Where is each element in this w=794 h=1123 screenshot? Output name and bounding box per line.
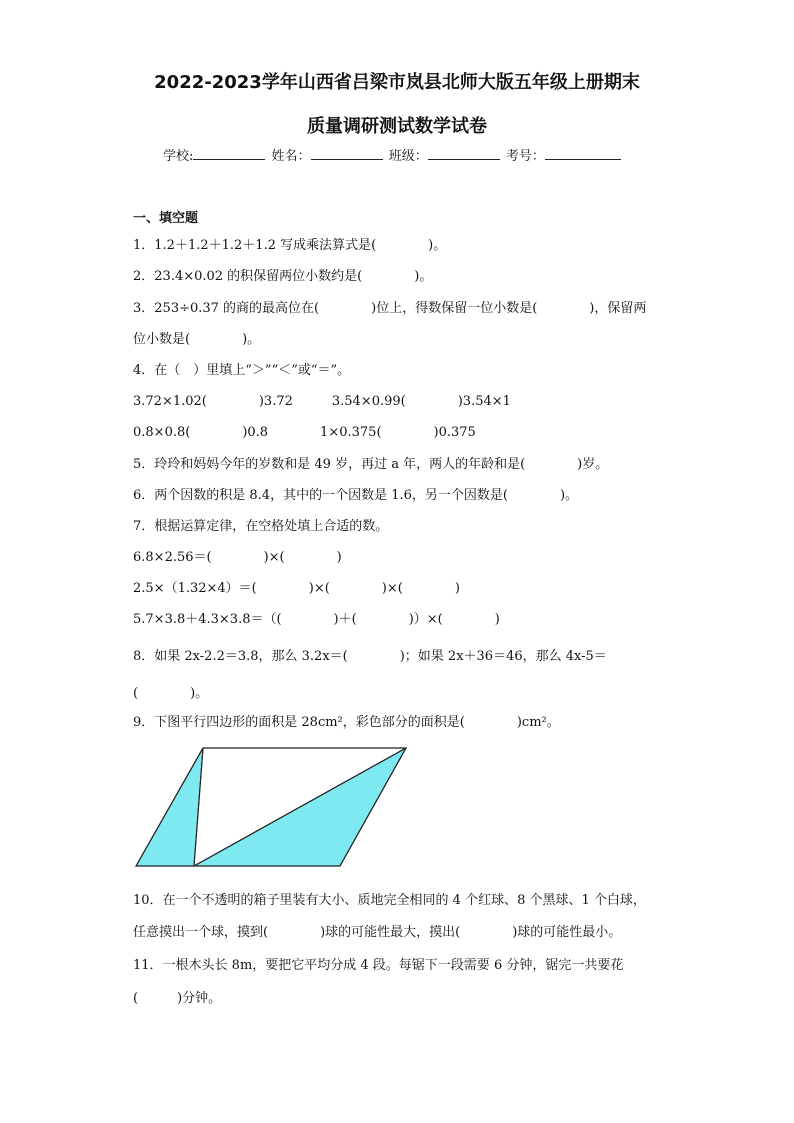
name-label: 姓名： (271, 149, 311, 164)
question-9: 9．下图平行四边形的面积是 28cm²，彩色部分的面积是( )cm²。 (133, 715, 560, 730)
question-11: 11．一根木头长 8m，要把它平均分成 4 段。每锯下一段需要 6 分钟，锯完一共要花 (133, 958, 624, 973)
question-8: 8．如果 2x-2.2＝3.8，那么 3.2x＝( )；如果 2x＋36＝46，那么 4x-5＝ (133, 649, 607, 664)
title-line-1: 2022-2023学年山西省吕梁市岚县北师大版五年级上册期末 (154, 72, 640, 93)
title-line-2: 质量调研测试数学试卷 (307, 116, 487, 137)
question-7-row-1: 6.8×2.56＝( )×( ) (133, 550, 342, 565)
class-label: 班级： (388, 149, 428, 164)
question-10-cont: 任意摸出一个球，摸到( )球的可能性最大，摸出( )球的可能性最小。 (133, 925, 622, 940)
question-3: 3．253÷0.37 的商的最高位在( )位上，得数保留一位小数是( )，保留两 (133, 301, 647, 316)
exam-no-blank[interactable] (545, 146, 621, 160)
question-6: 6．两个因数的积是 8.4，其中的一个因数是 1.6，另一个因数是( )。 (133, 488, 579, 503)
question-11-cont: ( )分钟。 (133, 991, 222, 1006)
class-blank[interactable] (428, 146, 500, 160)
question-8-cont: ( )。 (133, 686, 209, 701)
name-blank[interactable] (311, 146, 383, 160)
question-5: 5．玲玲和妈妈今年的岁数和是 49 岁，再过 a 年，两人的年龄和是( )岁。 (133, 457, 609, 472)
student-info-row (163, 145, 623, 164)
question-2: 2．23.4×0.02 的积保留两位小数约是( )。 (133, 269, 433, 284)
section-heading-fill-blank: 一、填空题 (133, 211, 199, 226)
question-4: 4．在（ ）里填上“＞”“＜”或“＝”。 (133, 363, 351, 378)
question-1: 1．1.2＋1.2＋1.2＋1.2 写成乘法算式是( )。 (133, 238, 447, 253)
parallelogram-figure (132, 744, 412, 870)
question-10: 10．在一个不透明的箱子里装有大小、质地完全相同的 4 个红球、8 个黑球、1 个白球， (133, 893, 646, 908)
exam-no-label: 考号： (505, 149, 545, 164)
question-3-cont: 位小数是( )。 (133, 332, 261, 347)
school-label: 学校: (163, 149, 194, 164)
question-4-row-1: 3.72×1.02( )3.72 3.54×0.99( )3.54×1 (133, 394, 511, 409)
school-blank[interactable] (193, 146, 265, 160)
question-7-row-2: 2.5×（1.32×4）＝( )×( )×( ) (133, 581, 460, 596)
question-7-row-3: 5.7×3.8＋4.3×3.8＝（( )＋( )）×( ) (133, 612, 500, 627)
question-4-row-2: 0.8×0.8( )0.8 1×0.375( )0.375 (133, 425, 476, 440)
question-7: 7．根据运算定律，在空格处填上合适的数。 (133, 519, 389, 534)
